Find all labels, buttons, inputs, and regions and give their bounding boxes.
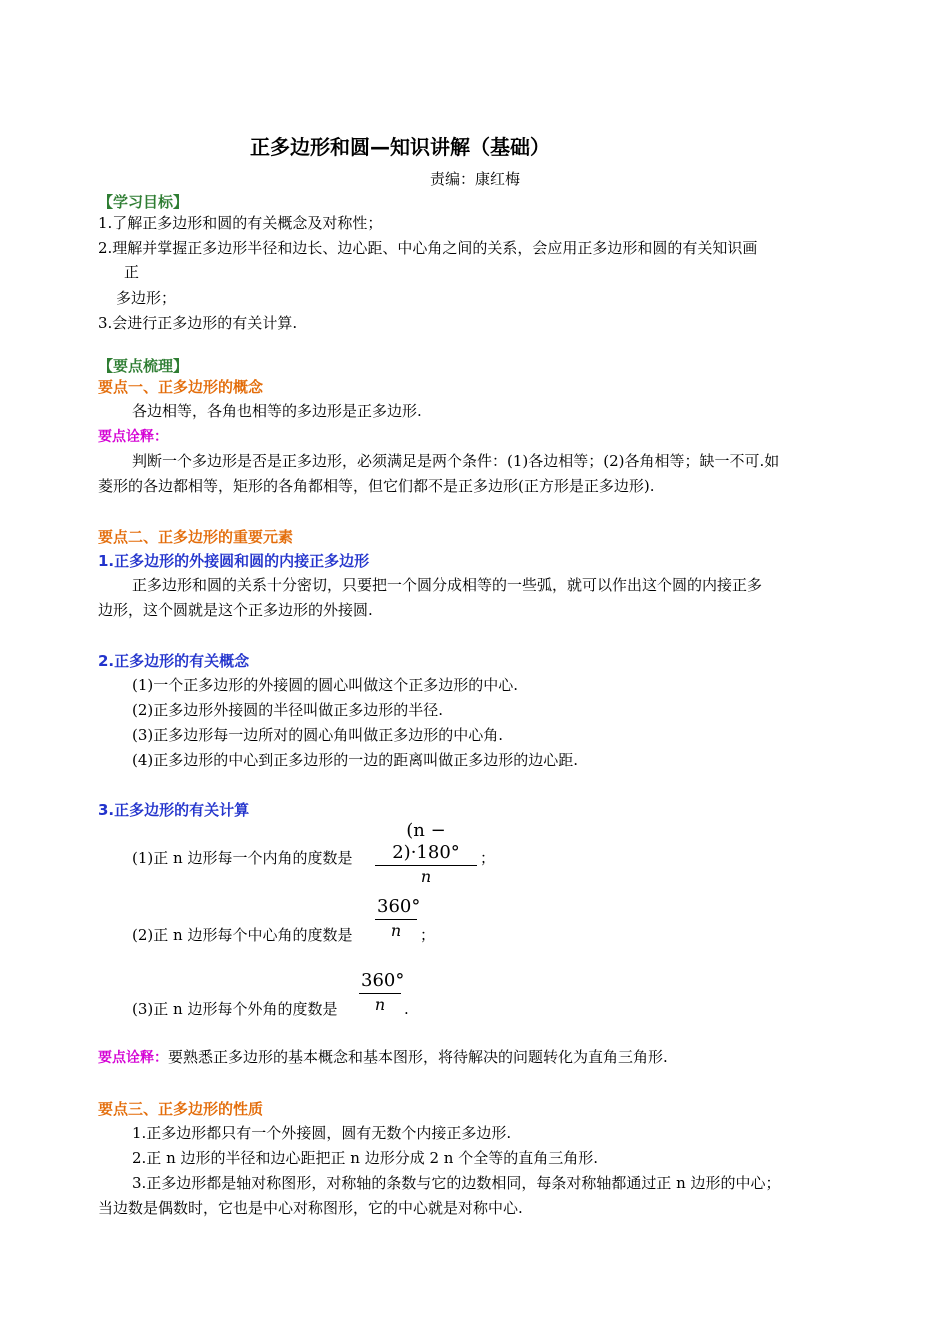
fraction-numerator: 360° bbox=[377, 896, 421, 917]
goal-item-3: 3.会进行正多边形的有关计算. bbox=[98, 314, 298, 332]
goal-item-2-cont: 多边形； bbox=[116, 289, 177, 307]
note-2-text: 要熟悉正多边形的基本概念和基本图形，将待解决的问题转化为直角三角形. bbox=[168, 1048, 668, 1066]
sub-3-heading: 3.正多边形的有关计算 bbox=[98, 801, 250, 819]
page-title: 正多边形和圆—知识讲解（基础） bbox=[250, 135, 550, 159]
fraction-denominator: n bbox=[420, 867, 432, 886]
note-1-line-1: 判断一个多边形是否是正多边形，必须满足是两个条件：(1)各边相等；(2)各角相等；缺一不可.如 bbox=[132, 452, 780, 470]
calc-3-text: (3)正 n 边形每个外角的度数是 bbox=[132, 1000, 338, 1018]
fraction-denominator: n bbox=[374, 995, 386, 1014]
goal-item-1: 1.了解正多边形和圆的有关概念及对称性； bbox=[98, 214, 383, 232]
sub-1-line-2: 边形，这个圆就是这个正多边形的外接圆. bbox=[98, 601, 373, 619]
property-3-line-2: 当边数是偶数时，它也是中心对称图形，它的中心就是对称中心. bbox=[98, 1199, 523, 1217]
concept-2: (2)正多边形外接圆的半径叫做正多边形的半径. bbox=[132, 701, 444, 719]
point-1-heading: 要点一、正多边形的概念 bbox=[98, 378, 264, 396]
calc-1-end: ； bbox=[480, 849, 496, 867]
sub-1-heading: 1.正多边形的外接圆和圆的内接正多边形 bbox=[98, 552, 370, 570]
concept-4: (4)正多边形的中心到正多边形的一边的距离叫做正多边形的边心距. bbox=[132, 751, 579, 769]
calc-2-end: ； bbox=[420, 926, 436, 944]
property-3-line-1: 3.正多边形都是轴对称图形，对称轴的条数与它的边数相同，每条对称轴都通过正 n 边形的中心； bbox=[132, 1174, 781, 1192]
editor-line: 责编：康红梅 bbox=[430, 170, 521, 188]
note-label-2: 要点诠释： bbox=[98, 1050, 168, 1066]
sub-2-heading: 2.正多边形的有关概念 bbox=[98, 652, 250, 670]
concept-1: (1)一个正多边形的外接圆的圆心叫做这个正多边形的中心. bbox=[132, 676, 519, 694]
fraction-denominator: n bbox=[390, 921, 402, 940]
summary-heading: 【要点梳理】 bbox=[98, 357, 189, 375]
fraction-numerator: 360° bbox=[361, 970, 405, 991]
central-angle-fraction bbox=[375, 896, 421, 941]
goal-item-2-wrap: 正 bbox=[124, 263, 140, 281]
calc-1-text: (1)正 n 边形每一个内角的度数是 bbox=[132, 849, 353, 867]
calc-2-text: (2)正 n 边形每个中心角的度数是 bbox=[132, 926, 353, 944]
note-2 bbox=[98, 1047, 668, 1067]
concept-3: (3)正多边形每一边所对的圆心角叫做正多边形的中心角. bbox=[132, 726, 504, 744]
point-3-heading: 要点三、正多边形的性质 bbox=[98, 1100, 264, 1118]
goal-item-2: 2.理解并掌握正多边形半径和边长、边心距、中心角之间的关系，会应用正多边形和圆的有关知识画 bbox=[98, 239, 758, 257]
property-2: 2.正 n 边形的半径和边心距把正 n 边形分成 2 n 个全等的直角三角形. bbox=[132, 1149, 598, 1167]
note-1-line-2: 菱形的各边都相等，矩形的各角都相等，但它们都不是正多边形(正方形是正多边形). bbox=[98, 477, 655, 495]
point-1-text: 各边相等，各角也相等的多边形是正多边形. bbox=[132, 402, 422, 420]
note-label-1: 要点诠释： bbox=[98, 429, 168, 445]
fraction-numerator: (n − 2)·180° bbox=[392, 820, 460, 863]
calc-3-end: . bbox=[404, 1000, 409, 1018]
sub-1-line-1: 正多边形和圆的关系十分密切，只要把一个圆分成相等的一些弧，就可以作出这个圆的内接正多 bbox=[132, 576, 763, 594]
property-1: 1.正多边形都只有一个外接圆，圆有无数个内接正多边形. bbox=[132, 1124, 512, 1142]
exterior-angle-fraction bbox=[359, 970, 405, 1015]
interior-angle-fraction bbox=[375, 820, 477, 887]
point-2-heading: 要点二、正多边形的重要元素 bbox=[98, 528, 294, 546]
goals-heading: 【学习目标】 bbox=[98, 193, 189, 211]
